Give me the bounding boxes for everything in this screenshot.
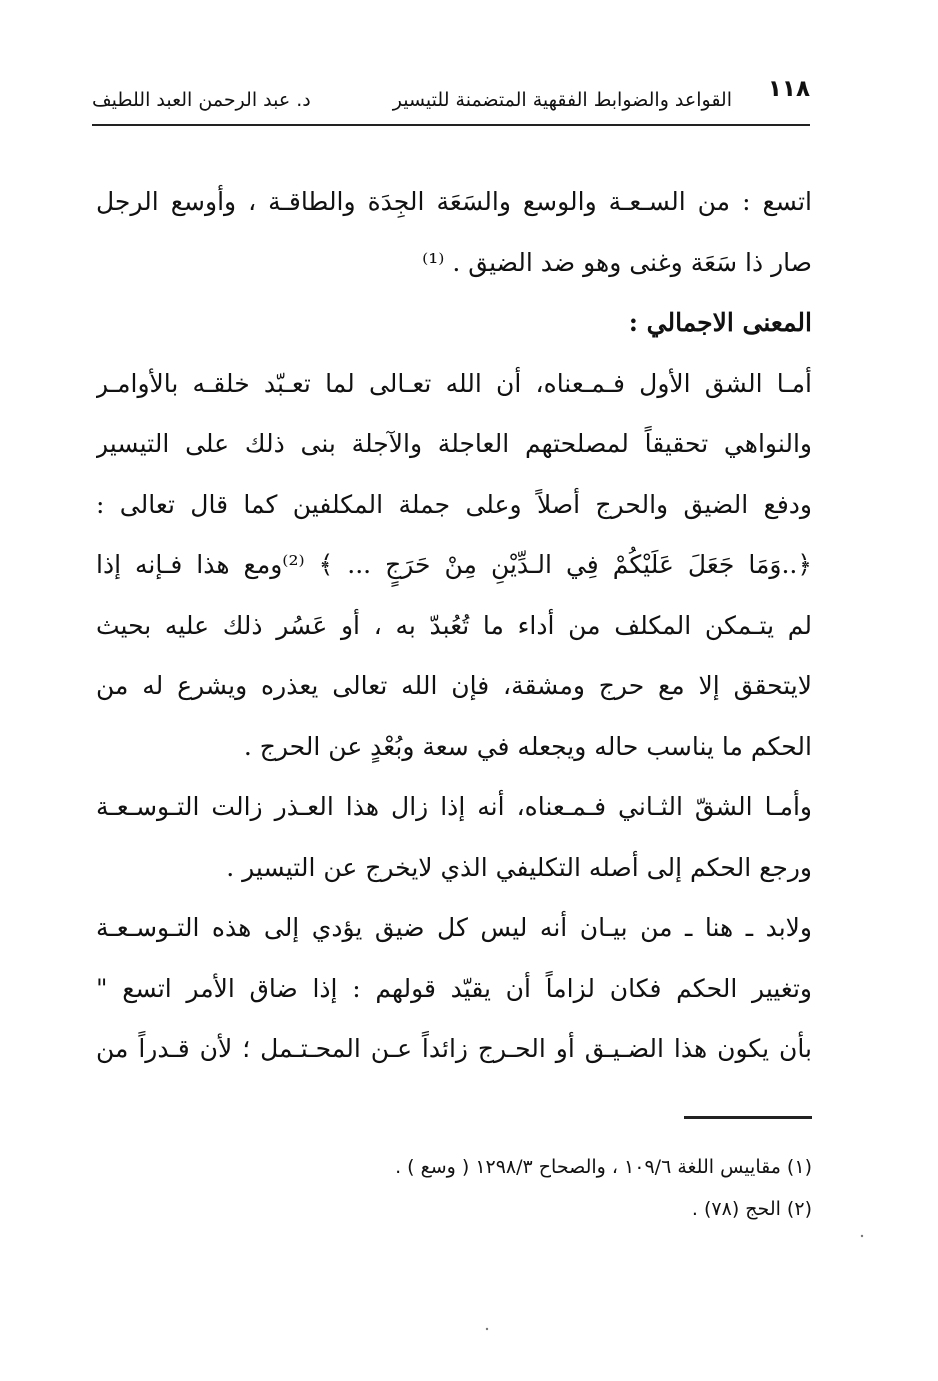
- text-line: اتسع : من السـعـة والوسع والسَعَة الجِدَة والطاقـة ، وأوسع الرجل: [96, 187, 812, 216]
- text-line: وأمـا الشقّ الثـاني فـمـعناه، أنه إذا زال هذا العـذر زالت التـوسـعـة: [96, 792, 812, 821]
- text-line: الحكم ما يناسب حاله ويجعله في سعة وبُعْدٍ عن الحرج .: [243, 731, 812, 761]
- text-line: ودفع الضيق والحرج أصلاً وعلى جملة المكلفين كما قال تعالى :: [96, 489, 812, 519]
- footnote: (١) مقاييس اللغة ١٠٩/٦ ، والصحاح ١٢٩٨/٣ ( وسع ) .: [395, 1156, 812, 1178]
- main-text: [96, 172, 812, 1080]
- text-line: ورجع الحكم إلى أصله التكليفي الذي لايخرج عن التيسير .: [226, 852, 812, 882]
- text-line: والنواهي تحقيقاً لمصلحتهم العاجلة والآجلة بنى ذلك على التيسير: [96, 429, 812, 458]
- header-rule: [92, 124, 810, 126]
- text-line: لايتحقق إلا مع حرج ومشقة، فإن الله تعالى يعذره ويشرع له من: [96, 671, 812, 700]
- footnote-separator: [684, 1116, 812, 1119]
- text-line: ولابد ـ هنا ـ من بيـان أنه ليس كل ضيق يؤدي إلى هذه التـوسـعـة: [96, 913, 812, 942]
- scan-speck: [486, 1328, 488, 1330]
- text-line: لم يتـمكن المكلف من أداء ما تُعُبدّ به ، أو عَسُر ذلك عليه بحيث: [96, 610, 812, 640]
- text-line: بأن يكون هذا الضـيـق أو الحـرج زائداً عـن المحـتـمل ؛ لأن قـدراً من: [96, 1034, 812, 1063]
- text-line: أمـا الشق الأول فـمـعناه، أن الله تعـالى لما تعـبّد خلقـه بالأوامـر: [96, 368, 812, 398]
- text-line: وتغيير الحكم فكان لزاماً أن يقيّد قولهم : إذا ضاق الأمر اتسع ": [96, 973, 812, 1003]
- scan-speck: [861, 1235, 863, 1237]
- running-title: القواعد والضوابط الفقهية المتضمنة للتيسير: [392, 89, 732, 111]
- quran-quote-line: ﴿..وَمَا جَعَلَ عَلَيْكُمْ فِي الـدِّيْنِ مِنْ حَرَجٍ ... ﴾ ⁽²⁾ومع هذا فـإنه إذا: [96, 550, 812, 579]
- page-number: ١١٨: [767, 76, 810, 102]
- author-name: د. عبد الرحمن العبد اللطيف: [92, 89, 311, 111]
- footnote: (٢) الحج (٧٨) .: [691, 1198, 812, 1220]
- page-header: [92, 74, 810, 118]
- footnotes: [240, 1146, 812, 1230]
- section-heading: المعنى الاجمالي :: [628, 308, 812, 337]
- text-line: صار ذا سَعَة وغنى وهو ضد الضيق . ⁽¹⁾: [422, 247, 812, 277]
